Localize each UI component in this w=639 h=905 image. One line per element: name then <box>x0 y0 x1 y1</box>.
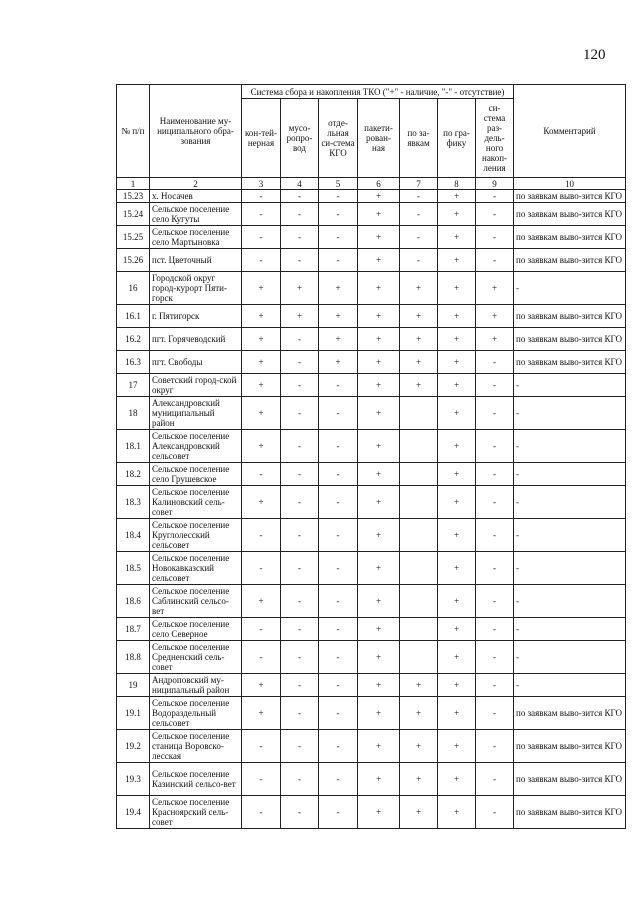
system-flag <box>400 463 438 486</box>
system-flag: - <box>319 618 358 641</box>
system-flag: + <box>438 552 476 585</box>
col-number: 8 <box>438 178 476 190</box>
system-flag: + <box>476 328 514 351</box>
system-flag: + <box>438 374 476 397</box>
municipality-name: Сельское поселение станица Воровско-лесская <box>150 730 242 763</box>
system-flag: + <box>358 328 400 351</box>
system-flag: - <box>281 463 319 486</box>
comment-cell: по заявкам выво-зится КГО <box>514 697 626 730</box>
system-flag: + <box>358 272 400 305</box>
system-flag: - <box>281 351 319 374</box>
table-row <box>117 249 626 272</box>
header-comment: Комментарий <box>514 85 626 178</box>
comment-cell: - <box>514 641 626 674</box>
col-number: 5 <box>319 178 358 190</box>
comment-cell: по заявкам выво-зится КГО <box>514 226 626 249</box>
col-number: 7 <box>400 178 438 190</box>
system-flag: - <box>400 249 438 272</box>
row-number: 19.2 <box>117 730 150 763</box>
header-system-group: Система сбора и накопления ТКО ("+" - наличие, "-" - отсутствие) <box>242 85 514 99</box>
system-flag: + <box>438 226 476 249</box>
system-flag: + <box>438 730 476 763</box>
system-flag: - <box>242 618 281 641</box>
col-number: 3 <box>242 178 281 190</box>
system-flag: + <box>242 374 281 397</box>
system-flag: - <box>242 552 281 585</box>
system-flag: - <box>476 374 514 397</box>
system-flag: - <box>281 190 319 203</box>
system-flag: + <box>400 730 438 763</box>
system-flag: + <box>281 305 319 328</box>
system-flag: + <box>438 674 476 697</box>
system-flag: - <box>476 486 514 519</box>
system-flag: + <box>242 305 281 328</box>
municipality-name: пгт. Горячеводский <box>150 328 242 351</box>
system-flag: - <box>476 697 514 730</box>
municipality-name: г. Пятигорск <box>150 305 242 328</box>
system-flag: + <box>319 272 358 305</box>
system-flag: + <box>242 585 281 618</box>
table-row <box>117 730 626 763</box>
table-row <box>117 763 626 796</box>
system-flag: + <box>438 430 476 463</box>
comment-cell: - <box>514 430 626 463</box>
system-flag: + <box>438 305 476 328</box>
system-flag: - <box>319 641 358 674</box>
system-flag: + <box>358 585 400 618</box>
row-number: 19.3 <box>117 763 150 796</box>
system-flag <box>400 618 438 641</box>
table-row <box>117 272 626 305</box>
table-row <box>117 519 626 552</box>
system-flag: - <box>319 697 358 730</box>
comment-cell: по заявкам выво-зится КГО <box>514 249 626 272</box>
system-flag: + <box>438 397 476 430</box>
system-flag: - <box>281 328 319 351</box>
system-flag: - <box>476 249 514 272</box>
table-row <box>117 486 626 519</box>
municipality-name: Сельское поселение Средненский сель-совет <box>150 641 242 674</box>
system-flag: + <box>358 796 400 829</box>
system-flag: - <box>281 697 319 730</box>
system-flag: + <box>319 351 358 374</box>
municipality-name: Сельское поселение село Северное <box>150 618 242 641</box>
system-flag: + <box>358 190 400 203</box>
system-flag: - <box>319 519 358 552</box>
system-flag: - <box>281 552 319 585</box>
row-number: 18.8 <box>117 641 150 674</box>
system-flag: - <box>242 763 281 796</box>
system-flag: - <box>242 641 281 674</box>
system-flag: - <box>319 763 358 796</box>
system-flag: - <box>476 190 514 203</box>
comment-cell: по заявкам выво-зится КГО <box>514 328 626 351</box>
municipality-name: х. Носачев <box>150 190 242 203</box>
system-flag <box>400 486 438 519</box>
municipality-name: Сельское поселение Водораздельный сельсовет <box>150 697 242 730</box>
system-flag: - <box>281 226 319 249</box>
system-flag: - <box>281 796 319 829</box>
system-flag: + <box>438 486 476 519</box>
table-row <box>117 674 626 697</box>
municipality-name: Городской округ город-курорт Пяти-горск <box>150 272 242 305</box>
system-flag: - <box>242 519 281 552</box>
table-row <box>117 430 626 463</box>
system-flag: + <box>358 374 400 397</box>
system-flag <box>400 519 438 552</box>
table-row <box>117 585 626 618</box>
column-number-row <box>117 178 626 190</box>
system-flag: - <box>281 641 319 674</box>
system-flag: - <box>242 190 281 203</box>
col-number: 9 <box>476 178 514 190</box>
system-flag <box>400 397 438 430</box>
system-flag: - <box>476 203 514 226</box>
municipality-name: Сельское поселение Новокавказский сельсовет <box>150 552 242 585</box>
header-separate: си-стема раз-дель-ного накоп-ления <box>476 99 514 178</box>
table-row <box>117 397 626 430</box>
header-on-request: по за-явкам <box>400 99 438 178</box>
system-flag: - <box>476 463 514 486</box>
system-flag: - <box>242 796 281 829</box>
system-flag: + <box>358 674 400 697</box>
row-number: 16.1 <box>117 305 150 328</box>
system-flag: - <box>319 486 358 519</box>
table-row <box>117 226 626 249</box>
system-flag: - <box>319 190 358 203</box>
row-number: 16.3 <box>117 351 150 374</box>
system-flag: - <box>319 585 358 618</box>
system-flag: + <box>358 226 400 249</box>
system-flag: + <box>438 697 476 730</box>
system-flag: - <box>281 585 319 618</box>
system-flag: + <box>438 249 476 272</box>
page-number: 120 <box>583 47 606 63</box>
comment-cell: по заявкам выво-зится КГО <box>514 796 626 829</box>
header-kgo-system: отде-льная си-стема КГО <box>319 99 358 178</box>
table-row <box>117 305 626 328</box>
system-flag: - <box>476 397 514 430</box>
system-flag: + <box>438 351 476 374</box>
system-flag: + <box>400 674 438 697</box>
comment-cell: по заявкам выво-зится КГО <box>514 190 626 203</box>
system-flag: + <box>358 486 400 519</box>
system-flag: + <box>476 272 514 305</box>
system-flag: + <box>358 397 400 430</box>
system-flag: + <box>438 272 476 305</box>
comment-cell: - <box>514 463 626 486</box>
table-row <box>117 463 626 486</box>
system-flag: - <box>476 674 514 697</box>
system-flag: - <box>476 763 514 796</box>
row-number: 18.5 <box>117 552 150 585</box>
system-flag: - <box>319 730 358 763</box>
table-row <box>117 328 626 351</box>
comment-cell: - <box>514 674 626 697</box>
system-flag: + <box>438 641 476 674</box>
row-number: 18.2 <box>117 463 150 486</box>
system-flag: + <box>400 697 438 730</box>
system-flag: + <box>358 618 400 641</box>
system-flag: - <box>400 226 438 249</box>
system-flag: + <box>438 519 476 552</box>
system-flag: - <box>281 203 319 226</box>
row-number: 15.23 <box>117 190 150 203</box>
system-flag: + <box>400 374 438 397</box>
system-flag: + <box>242 351 281 374</box>
table-row <box>117 203 626 226</box>
system-flag: - <box>476 796 514 829</box>
comment-cell: - <box>514 397 626 430</box>
row-number: 17 <box>117 374 150 397</box>
comment-cell: - <box>514 618 626 641</box>
system-flag: + <box>242 486 281 519</box>
system-flag: - <box>476 430 514 463</box>
header-num: № п/п <box>117 85 150 178</box>
system-flag: - <box>476 226 514 249</box>
comment-cell: - <box>514 272 626 305</box>
row-number: 18.7 <box>117 618 150 641</box>
system-flag: - <box>319 796 358 829</box>
system-flag: - <box>319 397 358 430</box>
municipality-name: Сельское поселение Казинский сельсо-вет <box>150 763 242 796</box>
header-chute: мусо-ропро-вод <box>281 99 319 178</box>
municipality-name: Сельское поселение село Кугуты <box>150 203 242 226</box>
table-row <box>117 697 626 730</box>
col-number: 10 <box>514 178 626 190</box>
system-flag: - <box>476 641 514 674</box>
row-number: 18.6 <box>117 585 150 618</box>
table-row <box>117 641 626 674</box>
system-flag: - <box>281 674 319 697</box>
system-flag: + <box>358 351 400 374</box>
system-flag: - <box>281 763 319 796</box>
row-number: 18.1 <box>117 430 150 463</box>
system-flag: + <box>358 305 400 328</box>
header-scheduled: по гра-фику <box>438 99 476 178</box>
col-number: 2 <box>150 178 242 190</box>
system-flag: - <box>476 618 514 641</box>
table-row <box>117 552 626 585</box>
header-container: кон-тей-нерная <box>242 99 281 178</box>
comment-cell: по заявкам выво-зится КГО <box>514 730 626 763</box>
col-number: 4 <box>281 178 319 190</box>
row-number: 16 <box>117 272 150 305</box>
system-flag: - <box>319 463 358 486</box>
municipality-name: Советский город-ской округ <box>150 374 242 397</box>
municipality-name: Сельское поселение Круглолесский сельсовет <box>150 519 242 552</box>
row-number: 18 <box>117 397 150 430</box>
system-flag: + <box>358 697 400 730</box>
system-flag: + <box>358 519 400 552</box>
row-number: 19.4 <box>117 796 150 829</box>
table-row <box>117 374 626 397</box>
row-number: 15.25 <box>117 226 150 249</box>
system-flag: - <box>476 552 514 585</box>
comment-cell: по заявкам выво-зится КГО <box>514 203 626 226</box>
system-flag <box>400 552 438 585</box>
row-number: 15.24 <box>117 203 150 226</box>
system-flag: + <box>400 328 438 351</box>
municipality-name: Сельское поселение Саблинский сельсо-вет <box>150 585 242 618</box>
comment-cell: по заявкам выво-зится КГО <box>514 351 626 374</box>
system-flag: - <box>319 674 358 697</box>
system-flag: + <box>242 397 281 430</box>
system-flag: - <box>319 226 358 249</box>
system-flag: - <box>281 374 319 397</box>
system-flag: + <box>319 305 358 328</box>
system-flag: + <box>438 203 476 226</box>
system-flag: - <box>476 730 514 763</box>
system-flag: + <box>438 763 476 796</box>
system-flag: + <box>358 430 400 463</box>
system-flag: + <box>242 697 281 730</box>
municipality-name: Сельское поселение село Грушевское <box>150 463 242 486</box>
system-flag: + <box>438 463 476 486</box>
system-flag: - <box>242 203 281 226</box>
system-flag: + <box>438 796 476 829</box>
system-flag: + <box>358 552 400 585</box>
table-body <box>117 178 626 829</box>
row-number: 15.26 <box>117 249 150 272</box>
system-flag: - <box>281 730 319 763</box>
system-flag: + <box>319 328 358 351</box>
system-flag: - <box>281 486 319 519</box>
header-name: Наименование му-ниципального обра-зования <box>150 85 242 178</box>
system-flag: + <box>438 585 476 618</box>
system-flag: + <box>400 351 438 374</box>
comment-cell: - <box>514 585 626 618</box>
system-flag: - <box>281 430 319 463</box>
system-flag: + <box>242 430 281 463</box>
municipality-name: Андроповский му-ниципальный район <box>150 674 242 697</box>
municipality-name: пгт. Свободы <box>150 351 242 374</box>
municipality-name: пст. Цветочный <box>150 249 242 272</box>
row-number: 18.4 <box>117 519 150 552</box>
system-flag: + <box>438 618 476 641</box>
system-flag: + <box>400 763 438 796</box>
system-flag: + <box>281 272 319 305</box>
system-flag: + <box>242 328 281 351</box>
system-flag <box>400 585 438 618</box>
col-number: 1 <box>117 178 150 190</box>
system-flag: + <box>438 190 476 203</box>
system-flag: - <box>400 190 438 203</box>
row-number: 16.2 <box>117 328 150 351</box>
system-flag: - <box>476 519 514 552</box>
system-flag: + <box>476 305 514 328</box>
system-flag: + <box>242 674 281 697</box>
table-row <box>117 351 626 374</box>
system-flag: - <box>319 374 358 397</box>
system-flag: - <box>476 351 514 374</box>
municipality-name: Александровский муниципальный район <box>150 397 242 430</box>
table-row <box>117 796 626 829</box>
system-flag: - <box>281 249 319 272</box>
system-flag: + <box>358 641 400 674</box>
comment-cell: - <box>514 519 626 552</box>
header-bagged: пакети-рован-ная <box>358 99 400 178</box>
row-number: 19.1 <box>117 697 150 730</box>
comment-cell: - <box>514 552 626 585</box>
system-flag: + <box>400 272 438 305</box>
waste-collection-table <box>116 84 626 829</box>
system-flag: + <box>358 763 400 796</box>
system-flag: - <box>319 203 358 226</box>
system-flag: - <box>476 585 514 618</box>
system-flag: + <box>242 272 281 305</box>
municipality-name: Сельское поселение село Мартыновка <box>150 226 242 249</box>
system-flag: + <box>438 328 476 351</box>
system-flag: + <box>358 249 400 272</box>
system-flag: - <box>319 430 358 463</box>
system-flag <box>400 430 438 463</box>
municipality-name: Сельское поселение Калиновский сель-совет <box>150 486 242 519</box>
system-flag: + <box>358 203 400 226</box>
system-flag <box>400 641 438 674</box>
system-flag: + <box>358 730 400 763</box>
municipality-name: Сельское поселение Красноярский сель-совет <box>150 796 242 829</box>
system-flag: - <box>242 463 281 486</box>
system-flag: - <box>242 730 281 763</box>
comment-cell: по заявкам выво-зится КГО <box>514 305 626 328</box>
system-flag: - <box>319 552 358 585</box>
system-flag: - <box>242 249 281 272</box>
comment-cell: - <box>514 374 626 397</box>
system-flag: - <box>319 249 358 272</box>
system-flag: - <box>281 618 319 641</box>
comment-cell: - <box>514 486 626 519</box>
system-flag: - <box>242 226 281 249</box>
system-flag: - <box>400 203 438 226</box>
municipality-name: Сельское поселение Александровский сельсовет <box>150 430 242 463</box>
comment-cell: по заявкам выво-зится КГО <box>514 763 626 796</box>
system-flag: - <box>281 397 319 430</box>
system-flag: + <box>400 796 438 829</box>
col-number: 6 <box>358 178 400 190</box>
row-number: 18.3 <box>117 486 150 519</box>
system-flag: - <box>281 519 319 552</box>
table-row <box>117 618 626 641</box>
system-flag: + <box>358 463 400 486</box>
row-number: 19 <box>117 674 150 697</box>
table-row <box>117 190 626 203</box>
system-flag: + <box>400 305 438 328</box>
